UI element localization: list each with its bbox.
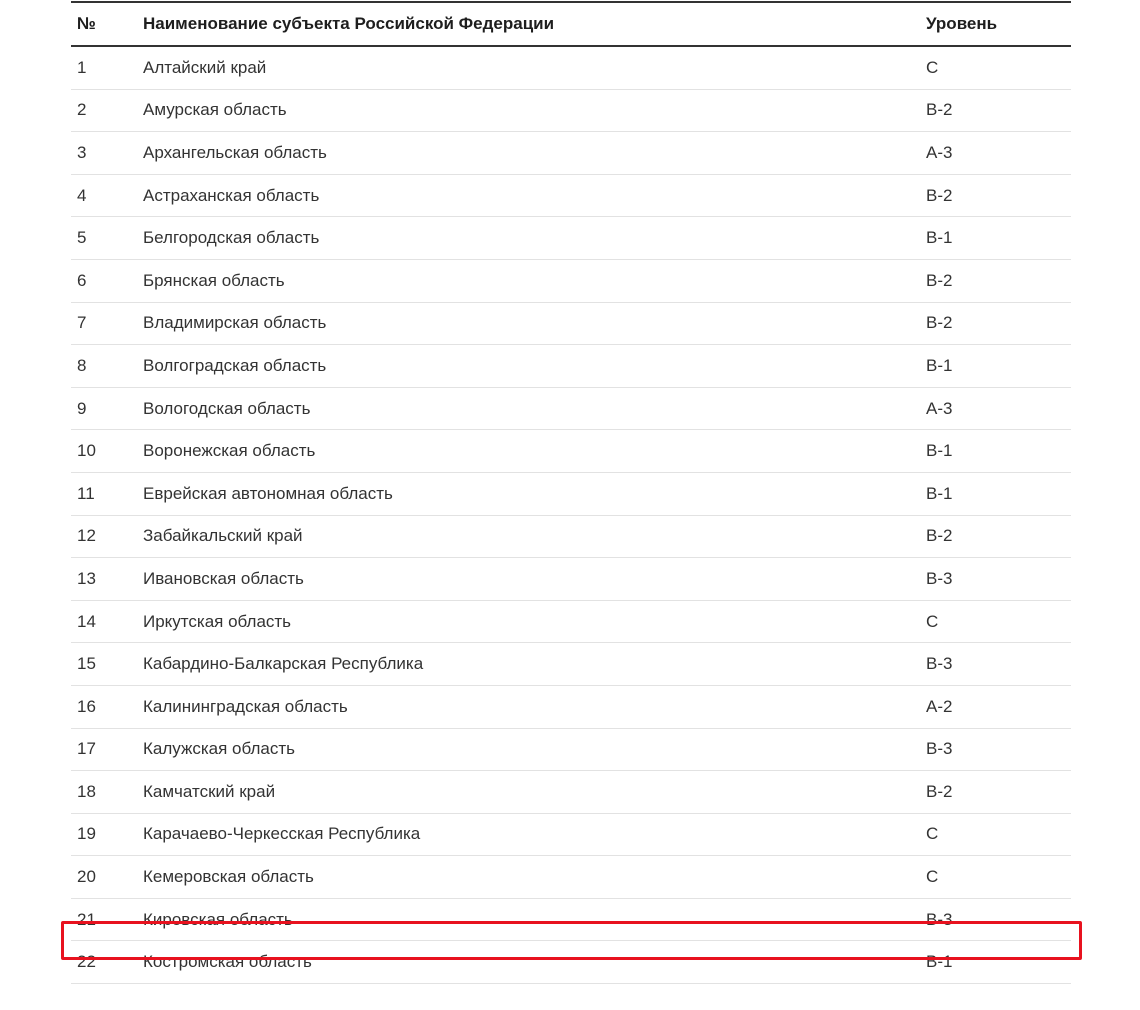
table-row — [71, 856, 1071, 899]
table-row — [71, 217, 1071, 260]
table-row — [71, 771, 1071, 814]
table-row — [71, 132, 1071, 175]
table-row — [71, 729, 1071, 772]
table-row — [71, 601, 1071, 644]
row-level: В-1 — [926, 441, 953, 461]
row-num: 18 — [77, 781, 96, 801]
row-level: А-2 — [926, 696, 953, 716]
row-level: В-3 — [926, 568, 953, 588]
row-num: 6 — [77, 270, 87, 290]
row-level: С — [926, 611, 939, 631]
row-num: 4 — [77, 185, 87, 205]
table-body — [71, 47, 1071, 984]
row-level: В-2 — [926, 185, 953, 205]
row-name: Амурская область — [143, 100, 287, 120]
row-num: 9 — [77, 398, 87, 418]
row-name: Калининградская область — [143, 696, 348, 716]
table-row — [71, 260, 1071, 303]
row-name: Владимирская область — [143, 313, 327, 333]
row-level: В-2 — [926, 100, 953, 120]
row-level: В-3 — [926, 909, 953, 929]
row-num: 17 — [77, 739, 96, 759]
row-level: С — [926, 57, 939, 77]
row-name: Кировская область — [143, 909, 293, 929]
table-row — [71, 90, 1071, 133]
row-name: Волгоградская область — [143, 355, 327, 375]
row-level: А-3 — [926, 398, 953, 418]
table-row — [71, 345, 1071, 388]
row-name: Камчатский край — [143, 781, 276, 801]
row-name: Иркутская область — [143, 611, 292, 631]
table-row — [71, 388, 1071, 431]
table-header-row — [71, 3, 1071, 47]
row-num: 12 — [77, 526, 96, 546]
row-name: Костромская область — [143, 952, 312, 972]
row-level: В-3 — [926, 654, 953, 674]
row-num: 10 — [77, 441, 96, 461]
row-num: 20 — [77, 867, 96, 887]
row-num: 21 — [77, 909, 96, 929]
table-row — [71, 430, 1071, 473]
row-level: В-1 — [926, 228, 953, 248]
row-name: Воронежская область — [143, 441, 316, 461]
table-row — [71, 516, 1071, 559]
row-level: В-1 — [926, 483, 953, 503]
row-num: 19 — [77, 824, 96, 844]
row-name: Белгородская область — [143, 228, 320, 248]
row-level: С — [926, 824, 939, 844]
row-level: В-2 — [926, 313, 953, 333]
row-name: Астраханская область — [143, 185, 320, 205]
header-level: Уровень — [926, 14, 998, 33]
table-row — [71, 814, 1071, 857]
table-row — [71, 473, 1071, 516]
row-name: Кемеровская область — [143, 867, 314, 887]
row-level: В-2 — [926, 270, 953, 290]
row-name: Вологодская область — [143, 398, 311, 418]
row-level: А-3 — [926, 142, 953, 162]
table-row — [71, 303, 1071, 346]
row-level: С — [926, 867, 939, 887]
table-row — [71, 899, 1071, 942]
row-level: В-1 — [926, 952, 953, 972]
row-num: 2 — [77, 100, 87, 120]
table-row — [71, 558, 1071, 601]
header-num: № — [77, 14, 96, 33]
table-row — [71, 643, 1071, 686]
row-num: 5 — [77, 228, 87, 248]
row-name: Архангельская область — [143, 142, 327, 162]
row-name: Алтайский край — [143, 57, 267, 77]
row-level: В-1 — [926, 355, 953, 375]
row-name: Кабардино-Балкарская Республика — [143, 654, 424, 674]
table-row — [71, 941, 1071, 984]
row-num: 11 — [77, 483, 95, 503]
row-num: 14 — [77, 611, 96, 631]
header-name: Наименование субъекта Российской Федерации — [143, 14, 555, 33]
regions-table — [71, 0, 1071, 984]
table-row — [71, 175, 1071, 218]
row-name: Брянская область — [143, 270, 285, 290]
row-num: 7 — [77, 313, 87, 333]
row-num: 16 — [77, 696, 96, 716]
row-name: Забайкальский край — [143, 526, 303, 546]
row-num: 1 — [77, 57, 87, 77]
row-num: 15 — [77, 654, 96, 674]
row-name: Еврейская автономная область — [143, 483, 393, 503]
table-row — [71, 47, 1071, 90]
row-level: В-2 — [926, 526, 953, 546]
row-num: 22 — [77, 952, 96, 972]
row-num: 13 — [77, 568, 96, 588]
row-name: Ивановская область — [143, 568, 304, 588]
row-name: Карачаево-Черкесская Республика — [143, 824, 421, 844]
table-row — [71, 686, 1071, 729]
row-num: 3 — [77, 142, 87, 162]
row-num: 8 — [77, 355, 87, 375]
row-level: В-2 — [926, 781, 953, 801]
row-name: Калужская область — [143, 739, 295, 759]
row-level: В-3 — [926, 739, 953, 759]
